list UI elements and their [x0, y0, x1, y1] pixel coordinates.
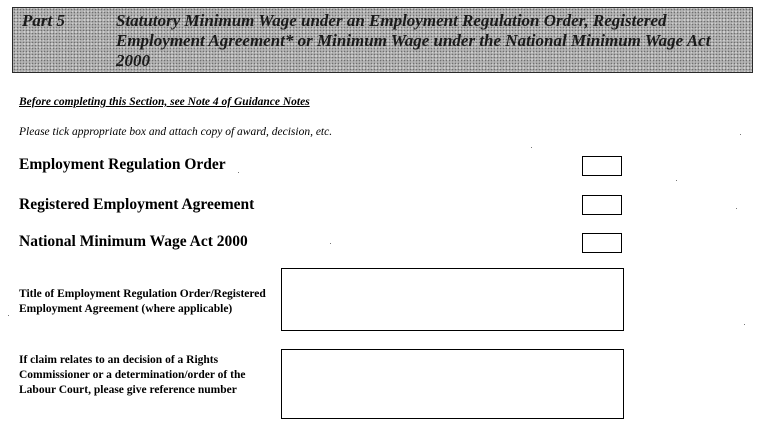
- scan-speck: [531, 147, 532, 148]
- tick-instruction: Please tick appropriate box and attach copy of award, decision, etc.: [19, 126, 333, 138]
- checkbox-employment-regulation-order[interactable]: [582, 156, 622, 176]
- scan-speck: [744, 324, 745, 325]
- option-label-registered-employment-agreement: Registered Employment Agreement: [19, 196, 255, 213]
- scan-speck: [330, 243, 331, 244]
- scan-speck: [736, 208, 737, 209]
- scan-speck: [8, 315, 9, 316]
- field-label-reference-number: If claim relates to an decision of a Rights Commissioner or a determination/order of the Labour Court, please give reference number: [19, 354, 246, 396]
- section-title: Statutory Minimum Wage under an Employment Regulation Order, Registered Employment Agreement* or Minimum Wage under the National Minimum Wage Act 2000: [116, 11, 711, 70]
- scan-speck: [676, 180, 677, 181]
- section-header-banner: [12, 7, 753, 73]
- option-label-employment-regulation-order: Employment Regulation Order: [19, 156, 226, 173]
- option-label-national-minimum-wage-act: National Minimum Wage Act 2000: [19, 233, 248, 250]
- reference-number-field[interactable]: [281, 349, 624, 419]
- field-label-order-title: Title of Employment Regulation Order/Registered Employment Agreement (where applicable): [19, 288, 266, 315]
- order-title-field[interactable]: [281, 268, 624, 331]
- scan-speck: [740, 134, 741, 135]
- part-number: Part 5: [22, 11, 65, 30]
- checkbox-national-minimum-wage-act[interactable]: [582, 233, 622, 253]
- scan-speck: [238, 172, 239, 173]
- guidance-note-link[interactable]: Before completing this Section, see Note 4 of Guidance Notes: [19, 96, 310, 108]
- checkbox-registered-employment-agreement[interactable]: [582, 195, 622, 215]
